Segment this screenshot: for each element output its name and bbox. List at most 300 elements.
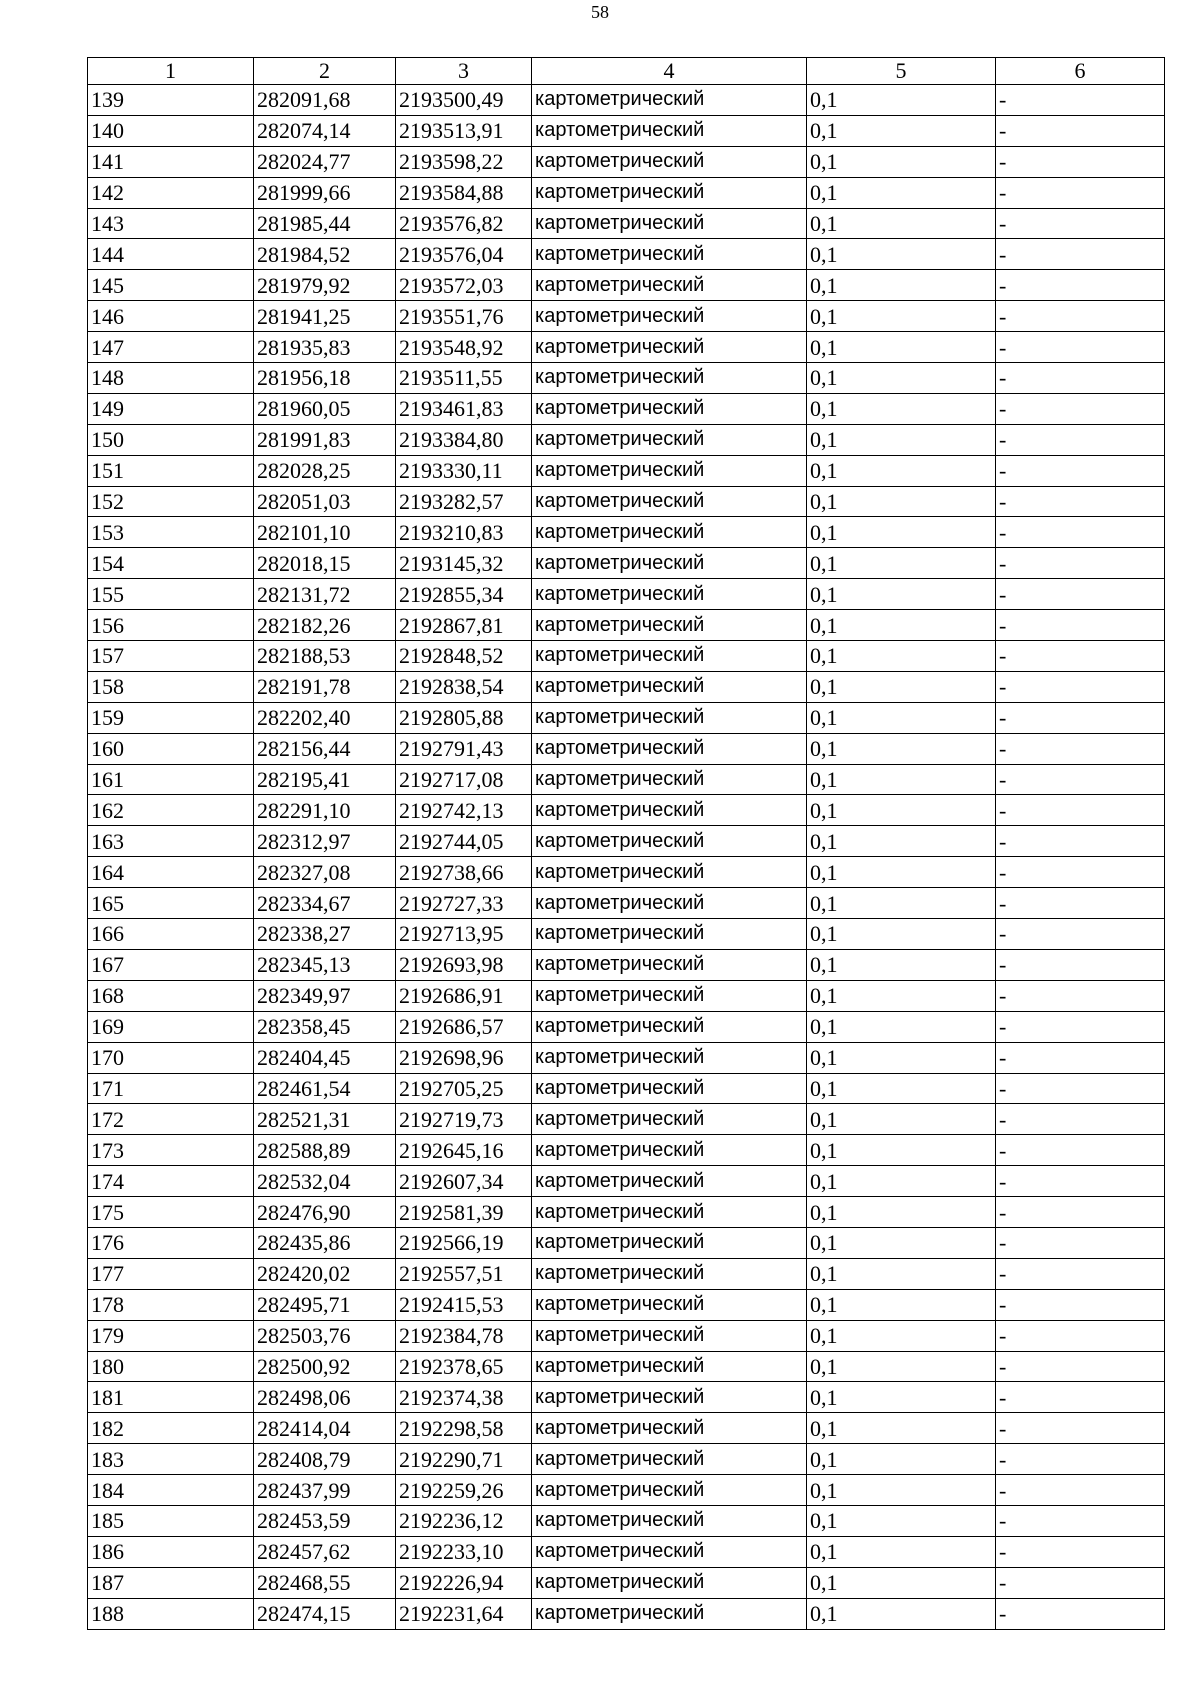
- point-number-cell: 186: [88, 1536, 254, 1567]
- note-cell: -: [996, 1536, 1165, 1567]
- note-cell: -: [996, 424, 1165, 455]
- note-cell: -: [996, 486, 1165, 517]
- y-coordinate-cell: 2192290,71: [396, 1444, 532, 1475]
- accuracy-cell: 0,1: [807, 1258, 996, 1289]
- x-coordinate-cell: 282500,92: [254, 1351, 396, 1382]
- note-cell: -: [996, 949, 1165, 980]
- point-number-cell: 139: [88, 85, 254, 116]
- note-cell: -: [996, 579, 1165, 610]
- accuracy-cell: 0,1: [807, 146, 996, 177]
- point-number-cell: 179: [88, 1320, 254, 1351]
- method-cell: картометрический: [532, 270, 807, 301]
- point-number-cell: 161: [88, 764, 254, 795]
- point-number-cell: 149: [88, 393, 254, 424]
- method-cell: картометрический: [532, 1011, 807, 1042]
- table-row: [88, 239, 1165, 270]
- table-row: [88, 857, 1165, 888]
- accuracy-cell: 0,1: [807, 641, 996, 672]
- y-coordinate-cell: 2192226,94: [396, 1567, 532, 1598]
- coordinates-table: [87, 57, 1165, 1630]
- x-coordinate-cell: 282495,71: [254, 1289, 396, 1320]
- y-coordinate-cell: 2193511,55: [396, 363, 532, 394]
- point-number-cell: 178: [88, 1289, 254, 1320]
- table-row: [88, 671, 1165, 702]
- y-coordinate-cell: 2192236,12: [396, 1505, 532, 1536]
- accuracy-cell: 0,1: [807, 332, 996, 363]
- table-row: [88, 919, 1165, 950]
- point-number-cell: 177: [88, 1258, 254, 1289]
- x-coordinate-cell: 282532,04: [254, 1166, 396, 1197]
- note-cell: -: [996, 857, 1165, 888]
- table-row: [88, 1197, 1165, 1228]
- x-coordinate-cell: 282074,14: [254, 115, 396, 146]
- note-cell: -: [996, 888, 1165, 919]
- x-coordinate-cell: 282202,40: [254, 702, 396, 733]
- point-number-cell: 162: [88, 795, 254, 826]
- note-cell: -: [996, 85, 1165, 116]
- note-cell: -: [996, 1104, 1165, 1135]
- method-cell: картометрический: [532, 980, 807, 1011]
- y-coordinate-cell: 2192738,66: [396, 857, 532, 888]
- point-number-cell: 157: [88, 641, 254, 672]
- method-cell: картометрический: [532, 888, 807, 919]
- y-coordinate-cell: 2193145,32: [396, 548, 532, 579]
- point-number-cell: 160: [88, 733, 254, 764]
- accuracy-cell: 0,1: [807, 177, 996, 208]
- method-cell: картометрический: [532, 85, 807, 116]
- x-coordinate-cell: 282503,76: [254, 1320, 396, 1351]
- method-cell: картометрический: [532, 146, 807, 177]
- accuracy-cell: 0,1: [807, 733, 996, 764]
- method-cell: картометрический: [532, 393, 807, 424]
- note-cell: -: [996, 208, 1165, 239]
- y-coordinate-cell: 2192298,58: [396, 1413, 532, 1444]
- method-cell: картометрический: [532, 1042, 807, 1073]
- accuracy-cell: 0,1: [807, 579, 996, 610]
- x-coordinate-cell: 282091,68: [254, 85, 396, 116]
- note-cell: -: [996, 764, 1165, 795]
- y-coordinate-cell: 2193384,80: [396, 424, 532, 455]
- x-coordinate-cell: 282131,72: [254, 579, 396, 610]
- method-cell: картометрический: [532, 795, 807, 826]
- header-col-3: 3: [396, 58, 532, 85]
- accuracy-cell: 0,1: [807, 795, 996, 826]
- x-coordinate-cell: 282195,41: [254, 764, 396, 795]
- method-cell: картометрический: [532, 857, 807, 888]
- note-cell: -: [996, 795, 1165, 826]
- y-coordinate-cell: 2193551,76: [396, 301, 532, 332]
- x-coordinate-cell: 282024,77: [254, 146, 396, 177]
- point-number-cell: 172: [88, 1104, 254, 1135]
- x-coordinate-cell: 282408,79: [254, 1444, 396, 1475]
- method-cell: картометрический: [532, 641, 807, 672]
- y-coordinate-cell: 2193513,91: [396, 115, 532, 146]
- accuracy-cell: 0,1: [807, 1197, 996, 1228]
- method-cell: картометрический: [532, 424, 807, 455]
- accuracy-cell: 0,1: [807, 1042, 996, 1073]
- method-cell: картометрический: [532, 610, 807, 641]
- x-coordinate-cell: 282156,44: [254, 733, 396, 764]
- method-cell: картометрический: [532, 239, 807, 270]
- point-number-cell: 143: [88, 208, 254, 239]
- note-cell: -: [996, 1413, 1165, 1444]
- table-row: [88, 1413, 1165, 1444]
- note-cell: -: [996, 919, 1165, 950]
- y-coordinate-cell: 2192805,88: [396, 702, 532, 733]
- y-coordinate-cell: 2192719,73: [396, 1104, 532, 1135]
- x-coordinate-cell: 282453,59: [254, 1505, 396, 1536]
- table-row: [88, 888, 1165, 919]
- accuracy-cell: 0,1: [807, 1135, 996, 1166]
- table-row: [88, 1073, 1165, 1104]
- accuracy-cell: 0,1: [807, 1351, 996, 1382]
- table-row: [88, 424, 1165, 455]
- header-col-4: 4: [532, 58, 807, 85]
- method-cell: картометрический: [532, 115, 807, 146]
- table-row: [88, 795, 1165, 826]
- note-cell: -: [996, 393, 1165, 424]
- x-coordinate-cell: 282358,45: [254, 1011, 396, 1042]
- x-coordinate-cell: 282191,78: [254, 671, 396, 702]
- x-coordinate-cell: 281999,66: [254, 177, 396, 208]
- method-cell: картометрический: [532, 1505, 807, 1536]
- y-coordinate-cell: 2192415,53: [396, 1289, 532, 1320]
- point-number-cell: 184: [88, 1475, 254, 1506]
- method-cell: картометрический: [532, 517, 807, 548]
- x-coordinate-cell: 281991,83: [254, 424, 396, 455]
- note-cell: -: [996, 1351, 1165, 1382]
- table-row: [88, 115, 1165, 146]
- accuracy-cell: 0,1: [807, 857, 996, 888]
- point-number-cell: 185: [88, 1505, 254, 1536]
- point-number-cell: 144: [88, 239, 254, 270]
- note-cell: -: [996, 115, 1165, 146]
- accuracy-cell: 0,1: [807, 424, 996, 455]
- note-cell: -: [996, 146, 1165, 177]
- table-row: [88, 85, 1165, 116]
- accuracy-cell: 0,1: [807, 270, 996, 301]
- method-cell: картометрический: [532, 1197, 807, 1228]
- table-row: [88, 486, 1165, 517]
- y-coordinate-cell: 2192378,65: [396, 1351, 532, 1382]
- method-cell: картометрический: [532, 1413, 807, 1444]
- point-number-cell: 169: [88, 1011, 254, 1042]
- point-number-cell: 182: [88, 1413, 254, 1444]
- method-cell: картометрический: [532, 1289, 807, 1320]
- note-cell: -: [996, 702, 1165, 733]
- method-cell: картометрический: [532, 919, 807, 950]
- method-cell: картометрический: [532, 1536, 807, 1567]
- y-coordinate-cell: 2192855,34: [396, 579, 532, 610]
- method-cell: картометрический: [532, 1073, 807, 1104]
- y-coordinate-cell: 2192566,19: [396, 1227, 532, 1258]
- accuracy-cell: 0,1: [807, 671, 996, 702]
- table-header: [88, 58, 1165, 85]
- y-coordinate-cell: 2192686,91: [396, 980, 532, 1011]
- y-coordinate-cell: 2192791,43: [396, 733, 532, 764]
- note-cell: -: [996, 671, 1165, 702]
- accuracy-cell: 0,1: [807, 1227, 996, 1258]
- x-coordinate-cell: 282349,97: [254, 980, 396, 1011]
- note-cell: -: [996, 1135, 1165, 1166]
- method-cell: картометрический: [532, 826, 807, 857]
- note-cell: -: [996, 363, 1165, 394]
- point-number-cell: 163: [88, 826, 254, 857]
- method-cell: картометрический: [532, 702, 807, 733]
- y-coordinate-cell: 2192259,26: [396, 1475, 532, 1506]
- accuracy-cell: 0,1: [807, 949, 996, 980]
- header-col-6: 6: [996, 58, 1165, 85]
- point-number-cell: 158: [88, 671, 254, 702]
- table-row: [88, 1598, 1165, 1629]
- x-coordinate-cell: 281941,25: [254, 301, 396, 332]
- x-coordinate-cell: 282404,45: [254, 1042, 396, 1073]
- y-coordinate-cell: 2192867,81: [396, 610, 532, 641]
- table-row: [88, 1351, 1165, 1382]
- method-cell: картометрический: [532, 301, 807, 332]
- point-number-cell: 181: [88, 1382, 254, 1413]
- method-cell: картометрический: [532, 486, 807, 517]
- accuracy-cell: 0,1: [807, 548, 996, 579]
- table-row: [88, 1567, 1165, 1598]
- page-number: 58: [591, 2, 609, 22]
- y-coordinate-cell: 2192848,52: [396, 641, 532, 672]
- note-cell: -: [996, 548, 1165, 579]
- method-cell: картометрический: [532, 1444, 807, 1475]
- y-coordinate-cell: 2192581,39: [396, 1197, 532, 1228]
- x-coordinate-cell: 282521,31: [254, 1104, 396, 1135]
- table-row: [88, 610, 1165, 641]
- y-coordinate-cell: 2192374,38: [396, 1382, 532, 1413]
- y-coordinate-cell: 2192233,10: [396, 1536, 532, 1567]
- note-cell: -: [996, 1258, 1165, 1289]
- table-row: [88, 332, 1165, 363]
- x-coordinate-cell: 282182,26: [254, 610, 396, 641]
- table-row: [88, 301, 1165, 332]
- x-coordinate-cell: 282188,53: [254, 641, 396, 672]
- point-number-cell: 150: [88, 424, 254, 455]
- x-coordinate-cell: 282345,13: [254, 949, 396, 980]
- y-coordinate-cell: 2193584,88: [396, 177, 532, 208]
- table-row: [88, 702, 1165, 733]
- table-row: [88, 1320, 1165, 1351]
- note-cell: -: [996, 733, 1165, 764]
- note-cell: -: [996, 980, 1165, 1011]
- point-number-cell: 171: [88, 1073, 254, 1104]
- y-coordinate-cell: 2192744,05: [396, 826, 532, 857]
- note-cell: -: [996, 1505, 1165, 1536]
- table-row: [88, 733, 1165, 764]
- method-cell: картометрический: [532, 548, 807, 579]
- table-row: [88, 208, 1165, 239]
- accuracy-cell: 0,1: [807, 1104, 996, 1135]
- accuracy-cell: 0,1: [807, 1536, 996, 1567]
- accuracy-cell: 0,1: [807, 1166, 996, 1197]
- x-coordinate-cell: 282461,54: [254, 1073, 396, 1104]
- accuracy-cell: 0,1: [807, 455, 996, 486]
- method-cell: картометрический: [532, 1104, 807, 1135]
- x-coordinate-cell: 282327,08: [254, 857, 396, 888]
- accuracy-cell: 0,1: [807, 1567, 996, 1598]
- y-coordinate-cell: 2192742,13: [396, 795, 532, 826]
- point-number-cell: 140: [88, 115, 254, 146]
- table-row: [88, 517, 1165, 548]
- point-number-cell: 188: [88, 1598, 254, 1629]
- x-coordinate-cell: 281985,44: [254, 208, 396, 239]
- point-number-cell: 153: [88, 517, 254, 548]
- point-number-cell: 174: [88, 1166, 254, 1197]
- method-cell: картометрический: [532, 1351, 807, 1382]
- accuracy-cell: 0,1: [807, 1505, 996, 1536]
- table-body: [88, 85, 1165, 1630]
- method-cell: картометрический: [532, 332, 807, 363]
- method-cell: картометрический: [532, 455, 807, 486]
- y-coordinate-cell: 2192384,78: [396, 1320, 532, 1351]
- point-number-cell: 151: [88, 455, 254, 486]
- note-cell: -: [996, 1166, 1165, 1197]
- y-coordinate-cell: 2193598,22: [396, 146, 532, 177]
- y-coordinate-cell: 2192686,57: [396, 1011, 532, 1042]
- x-coordinate-cell: 282338,27: [254, 919, 396, 950]
- table-row: [88, 1505, 1165, 1536]
- x-coordinate-cell: 282498,06: [254, 1382, 396, 1413]
- x-coordinate-cell: 282437,99: [254, 1475, 396, 1506]
- point-number-cell: 164: [88, 857, 254, 888]
- point-number-cell: 152: [88, 486, 254, 517]
- point-number-cell: 159: [88, 702, 254, 733]
- point-number-cell: 180: [88, 1351, 254, 1382]
- x-coordinate-cell: 282420,02: [254, 1258, 396, 1289]
- accuracy-cell: 0,1: [807, 1289, 996, 1320]
- method-cell: картометрический: [532, 208, 807, 239]
- x-coordinate-cell: 282312,97: [254, 826, 396, 857]
- note-cell: -: [996, 239, 1165, 270]
- method-cell: картометрический: [532, 579, 807, 610]
- note-cell: -: [996, 301, 1165, 332]
- table-row: [88, 1289, 1165, 1320]
- accuracy-cell: 0,1: [807, 517, 996, 548]
- y-coordinate-cell: 2193210,83: [396, 517, 532, 548]
- method-cell: картометрический: [532, 1567, 807, 1598]
- x-coordinate-cell: 282334,67: [254, 888, 396, 919]
- accuracy-cell: 0,1: [807, 1598, 996, 1629]
- method-cell: картометрический: [532, 1258, 807, 1289]
- table-row: [88, 1444, 1165, 1475]
- note-cell: -: [996, 1444, 1165, 1475]
- y-coordinate-cell: 2192717,08: [396, 764, 532, 795]
- x-coordinate-cell: 281956,18: [254, 363, 396, 394]
- point-number-cell: 167: [88, 949, 254, 980]
- x-coordinate-cell: 282457,62: [254, 1536, 396, 1567]
- method-cell: картометрический: [532, 764, 807, 795]
- note-cell: -: [996, 270, 1165, 301]
- table-row: [88, 641, 1165, 672]
- method-cell: картометрический: [532, 1227, 807, 1258]
- accuracy-cell: 0,1: [807, 1073, 996, 1104]
- accuracy-cell: 0,1: [807, 980, 996, 1011]
- x-coordinate-cell: 281935,83: [254, 332, 396, 363]
- table-row: [88, 1166, 1165, 1197]
- note-cell: -: [996, 826, 1165, 857]
- x-coordinate-cell: 281984,52: [254, 239, 396, 270]
- point-number-cell: 146: [88, 301, 254, 332]
- accuracy-cell: 0,1: [807, 1413, 996, 1444]
- method-cell: картометрический: [532, 1475, 807, 1506]
- x-coordinate-cell: 281960,05: [254, 393, 396, 424]
- note-cell: -: [996, 1289, 1165, 1320]
- method-cell: картометрический: [532, 177, 807, 208]
- x-coordinate-cell: 282291,10: [254, 795, 396, 826]
- y-coordinate-cell: 2192557,51: [396, 1258, 532, 1289]
- point-number-cell: 173: [88, 1135, 254, 1166]
- y-coordinate-cell: 2192713,95: [396, 919, 532, 950]
- method-cell: картометрический: [532, 949, 807, 980]
- method-cell: картометрический: [532, 1598, 807, 1629]
- y-coordinate-cell: 2192705,25: [396, 1073, 532, 1104]
- point-number-cell: 145: [88, 270, 254, 301]
- note-cell: -: [996, 1475, 1165, 1506]
- note-cell: -: [996, 177, 1165, 208]
- accuracy-cell: 0,1: [807, 393, 996, 424]
- method-cell: картометрический: [532, 1382, 807, 1413]
- y-coordinate-cell: 2192838,54: [396, 671, 532, 702]
- table-row: [88, 1382, 1165, 1413]
- accuracy-cell: 0,1: [807, 888, 996, 919]
- point-number-cell: 155: [88, 579, 254, 610]
- x-coordinate-cell: 282414,04: [254, 1413, 396, 1444]
- x-coordinate-cell: 282101,10: [254, 517, 396, 548]
- x-coordinate-cell: 282018,15: [254, 548, 396, 579]
- table-row: [88, 826, 1165, 857]
- point-number-cell: 187: [88, 1567, 254, 1598]
- point-number-cell: 142: [88, 177, 254, 208]
- header-col-1: 1: [88, 58, 254, 85]
- y-coordinate-cell: 2192698,96: [396, 1042, 532, 1073]
- table-row: [88, 363, 1165, 394]
- y-coordinate-cell: 2192645,16: [396, 1135, 532, 1166]
- table-row: [88, 146, 1165, 177]
- y-coordinate-cell: 2193576,04: [396, 239, 532, 270]
- y-coordinate-cell: 2193576,82: [396, 208, 532, 239]
- table-row: [88, 393, 1165, 424]
- x-coordinate-cell: 282474,15: [254, 1598, 396, 1629]
- note-cell: -: [996, 641, 1165, 672]
- table-row: [88, 764, 1165, 795]
- note-cell: -: [996, 1011, 1165, 1042]
- method-cell: картометрический: [532, 1135, 807, 1166]
- header-col-2: 2: [254, 58, 396, 85]
- y-coordinate-cell: 2193500,49: [396, 85, 532, 116]
- point-number-cell: 175: [88, 1197, 254, 1228]
- table-row: [88, 177, 1165, 208]
- note-cell: -: [996, 1042, 1165, 1073]
- x-coordinate-cell: 282476,90: [254, 1197, 396, 1228]
- accuracy-cell: 0,1: [807, 115, 996, 146]
- accuracy-cell: 0,1: [807, 1320, 996, 1351]
- point-number-cell: 156: [88, 610, 254, 641]
- point-number-cell: 141: [88, 146, 254, 177]
- y-coordinate-cell: 2192727,33: [396, 888, 532, 919]
- accuracy-cell: 0,1: [807, 1382, 996, 1413]
- table-row: [88, 1042, 1165, 1073]
- accuracy-cell: 0,1: [807, 363, 996, 394]
- accuracy-cell: 0,1: [807, 764, 996, 795]
- accuracy-cell: 0,1: [807, 208, 996, 239]
- y-coordinate-cell: 2193461,83: [396, 393, 532, 424]
- accuracy-cell: 0,1: [807, 85, 996, 116]
- point-number-cell: 176: [88, 1227, 254, 1258]
- x-coordinate-cell: 281979,92: [254, 270, 396, 301]
